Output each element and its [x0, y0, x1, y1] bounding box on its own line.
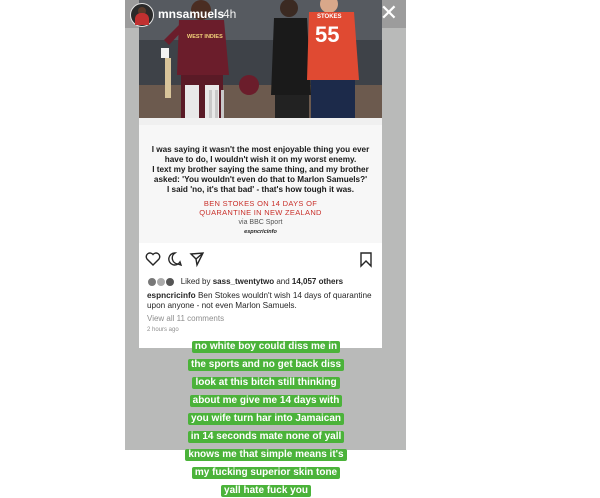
headline-line: BEN STOKES ON 14 DAYS OF — [203, 199, 318, 208]
player-name: STOKES — [317, 14, 342, 20]
quote-text — [145, 145, 376, 195]
story-username[interactable]: mnsamuels — [158, 7, 225, 21]
posted-ago: 2 hours ago — [147, 327, 179, 333]
avatar[interactable] — [130, 3, 154, 27]
instagram-post — [139, 243, 382, 348]
liked-by-middle: and — [274, 277, 292, 287]
via-source: via BBC Sport — [238, 219, 283, 226]
instagram-story — [125, 0, 406, 496]
likes-row — [147, 277, 343, 287]
overlay-line: no white boy could diss me in — [192, 341, 340, 353]
overlay-line: look at this bitch still thinking — [192, 377, 339, 389]
story-time: 4h — [223, 7, 237, 21]
quote-line: I was saying it wasn't the most enjoyable thing you ever — [151, 145, 370, 154]
overlay-line: in 14 seconds mate none of yall — [188, 431, 345, 443]
overlay-line: my fucking superior skin tone — [192, 467, 340, 479]
headline-line: QUARANTINE IN NEW ZEALAND — [199, 208, 322, 217]
quote-line: asked: 'You wouldn't even do that to Marlon Samuels?' — [153, 175, 368, 184]
headline — [139, 199, 382, 217]
overlay-line: you wife turn har into Jamaican — [188, 413, 344, 425]
quote-line: I text my brother saying the same thing, and my brother — [152, 165, 369, 174]
overlay-line: yall hate fuck you — [221, 485, 311, 497]
overlay-text — [161, 336, 371, 498]
quote-line: have to do, I wouldn't wish it on my worst enemy. — [164, 155, 357, 164]
overlay-line: knows me that simple means it's — [185, 449, 346, 461]
caption-username[interactable]: espncricinfo — [147, 291, 196, 300]
liker-avatar — [165, 277, 175, 287]
quote-card — [139, 125, 382, 243]
heart-icon[interactable] — [145, 251, 161, 267]
liked-by-prefix: Liked by — [180, 277, 213, 287]
overlay-line: about me give me 14 days with — [190, 395, 343, 407]
player-number: 55 — [315, 22, 340, 47]
caption-text: Ben Stokes wouldn't wish 14 days of quarantine upon anyone - not even Marlon Samuels. — [147, 291, 372, 310]
quote-line: I said 'no, it's that bad' - that's how tough it was. — [166, 185, 354, 194]
bookmark-icon[interactable] — [358, 251, 374, 267]
liked-by-count[interactable]: 14,057 others — [291, 277, 344, 287]
comment-icon[interactable] — [167, 251, 183, 267]
view-comments-link[interactable]: View all 11 comments — [147, 314, 225, 323]
jersey-text: WEST INDIES — [187, 34, 223, 40]
overlay-line: the sports and no get back diss — [188, 359, 344, 371]
liked-by-user[interactable]: sass_twentytwo — [212, 277, 275, 287]
post-caption — [147, 291, 375, 311]
share-icon[interactable] — [189, 251, 205, 267]
espncricinfo-logo: espncricinfo — [244, 229, 277, 235]
close-icon[interactable]: ✕ — [379, 0, 398, 25]
